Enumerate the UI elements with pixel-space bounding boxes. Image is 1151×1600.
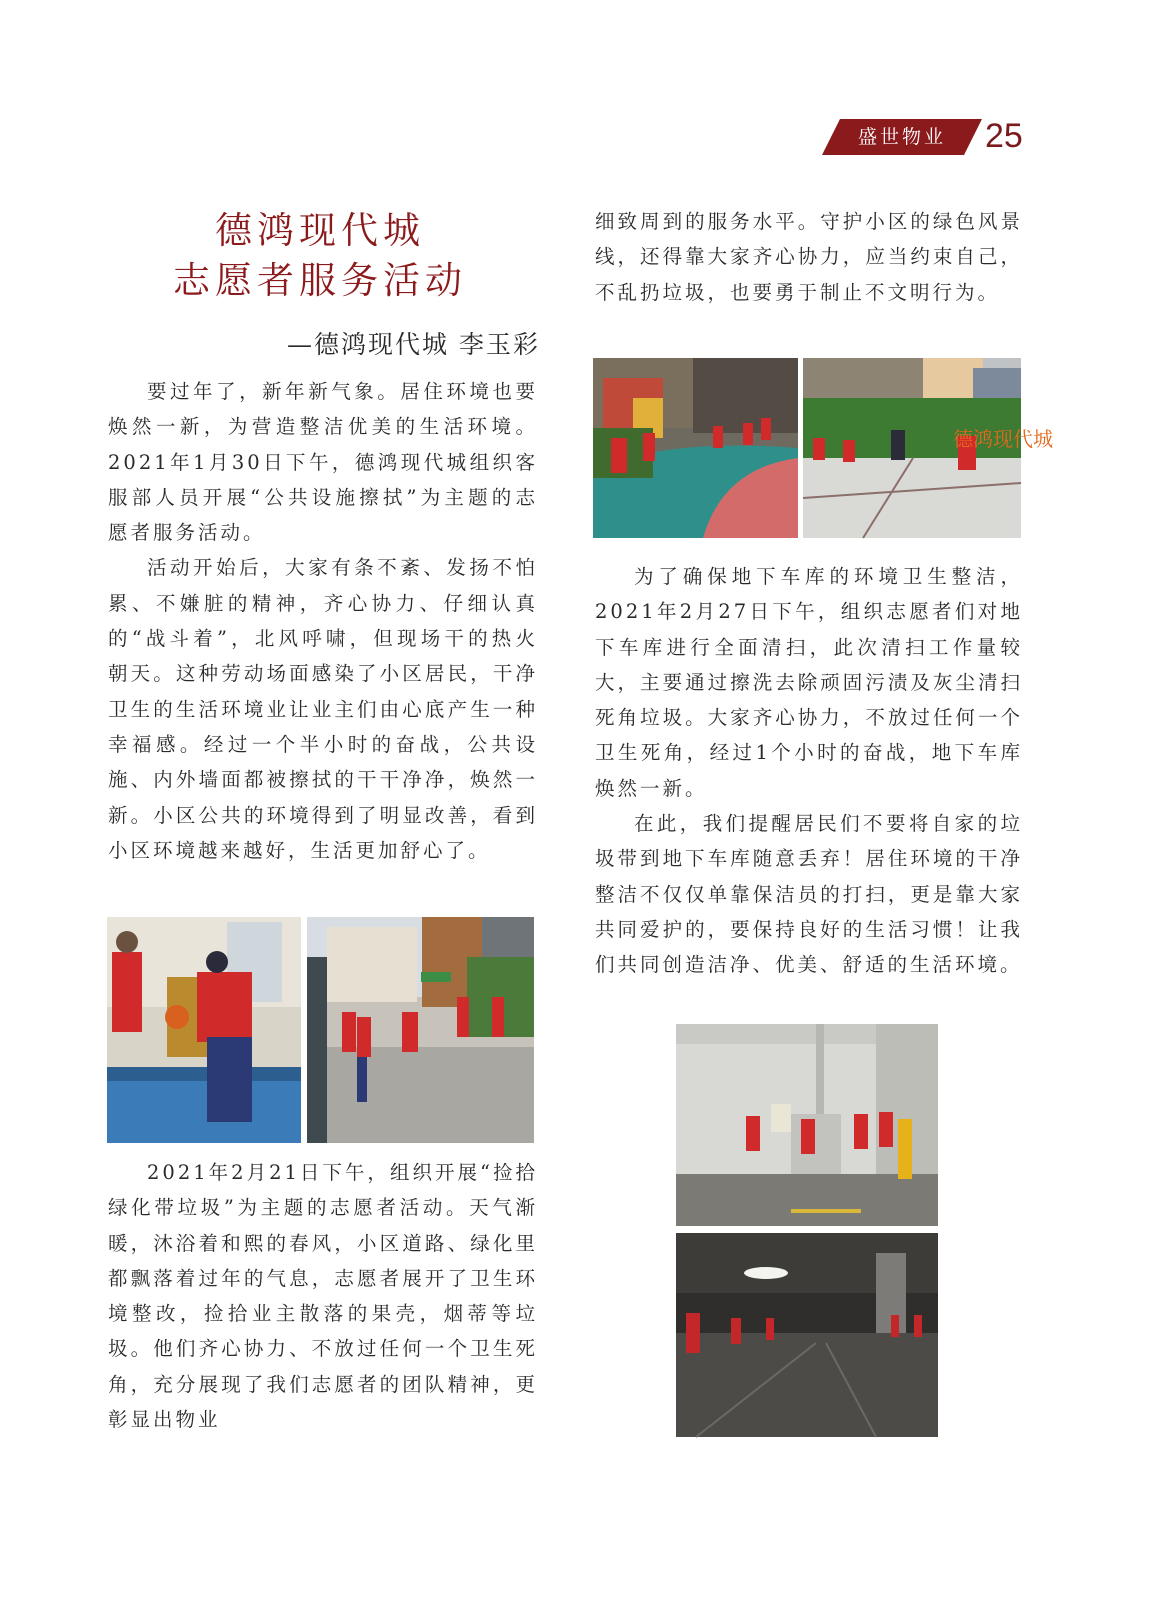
title-line-1: 德鸿现代城 <box>215 209 425 252</box>
page-number: 25 <box>985 117 1023 155</box>
photo-facility-wiping <box>107 917 301 1143</box>
photo-garage-floor <box>676 1233 938 1437</box>
paragraph-3: 2021年2月21日下午，组织开展“捡拾绿化带垃圾”为主题的志愿者活动。天气渐暖，沐浴着和熙的春风，小区道路、绿化里都飘落着过年的气息，志愿者展开了卫生环境整改，捡拾业主散落的果壳，烟蒂等垃圾。他们齐心协力、不放过任何一个卫生死角，充分展现了我们志愿者的团队精神，更彰显出物业 <box>108 1161 538 1432</box>
article-title <box>130 206 510 306</box>
left-column-upper <box>108 374 538 868</box>
title-line-2: 志愿者服务活动 <box>173 259 467 302</box>
paragraph-5: 在此，我们提醒居民们不要将自家的垃圾带到地下车库随意丢弃！居住环境的干净整洁不仅仅单靠保洁员的打扫，更是靠大家共同爱护的，要保持良好的生活习惯！让我们共同创造洁净、优美、舒适的生活环境。 <box>595 812 1023 977</box>
right-column-upper <box>595 204 1023 310</box>
article-byline: —德鸿现代城 李玉彩 <box>287 330 540 359</box>
section-tab <box>822 119 982 155</box>
section-label: 盛世物业 <box>857 126 946 148</box>
paragraph-3-continued: 细致周到的服务水平。守护小区的绿色风景线，还得靠大家齐心协力，应当约束自己，不乱扔垃圾，也要勇于制止不文明行为。 <box>595 210 1023 304</box>
paragraph-2: 活动开始后，大家有条不紊、发扬不怕累、不嫌脏的精神，齐心协力、仔细认真的“战斗着”，北风呼啸，但现场干的热火朝天。这种劳动场面感染了小区居民，干净卫生的生活环境业让业主们由心底产生一种幸福感。经过一个半小时的奋战，公共设施、内外墙面都被擦拭的干干净净，焕然一新。小区公共的环境得到了明显改善，看到小区环境越来越好，生活更加舒心了。 <box>108 556 538 862</box>
photo-greenbelt-playground <box>593 358 798 538</box>
paragraph-4: 为了确保地下车库的环境卫生整洁，2021年2月27日下午，组织志愿者们对地下车库进行全面清扫，此次清扫工作量较大，主要通过擦洗去除顽固污渍及灰尘清扫死角垃圾。大家齐心协力，不放过任何一个卫生死角，经过1个小时的奋战，地下车库焕然一新。 <box>595 565 1023 800</box>
left-column-lower <box>108 1155 538 1437</box>
photo-greenbelt-sign <box>803 358 1053 538</box>
photo-outdoor-cleaning <box>307 917 534 1143</box>
paragraph-1: 要过年了，新年新气象。居住环境也要焕然一新，为营造整洁优美的生活环境。2021年1月30日下午，德鸿现代城组织客服部人员开展“公共设施擦拭”为主题的志愿者服务活动。 <box>108 380 538 545</box>
photo-garage-wall <box>676 1024 938 1226</box>
right-column-lower <box>595 559 1023 983</box>
community-sign-text: 德鸿现代城 <box>953 427 1053 451</box>
